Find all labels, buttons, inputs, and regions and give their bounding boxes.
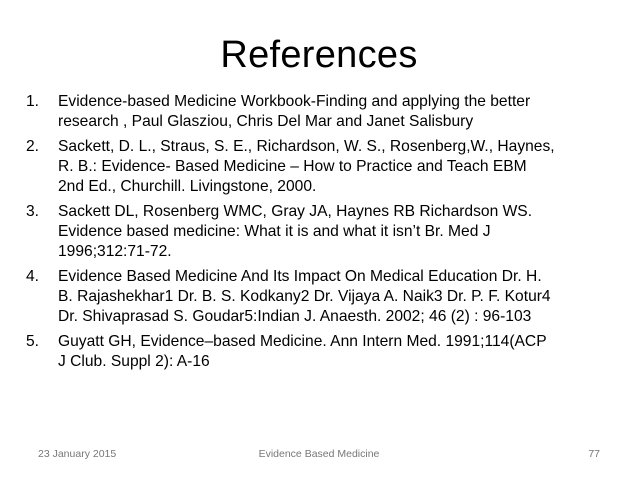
reference-item (26, 332, 616, 372)
reference-item (26, 267, 616, 327)
reference-text-line: 1996;312:71-72. (58, 243, 172, 260)
reference-number: 3. (26, 203, 40, 220)
reference-text-line: Dr. Shivaprasad S. Goudar5:Indian J. Anaesth. 2002; 46 (2) : 96-103 (58, 308, 532, 325)
reference-item (26, 202, 616, 262)
reference-text-line: Evidence Based Medicine And Its Impact On Medical Education Dr. H. (58, 268, 542, 285)
reference-text-line: Sackett DL, Rosenberg WMC, Gray JA, Haynes RB Richardson WS. (58, 203, 533, 220)
reference-text-line: Sackett, D. L., Straus, S. E., Richardson, W. S., Rosenberg,W., Haynes, (58, 138, 555, 155)
reference-text-line: Evidence based medicine: What it is and what it isn’t Br. Med J (58, 223, 491, 240)
reference-number: 2. (26, 138, 40, 155)
reference-number: 4. (26, 268, 40, 285)
reference-text-line: research , Paul Glasziou, Chris Del Mar and Janet Salisbury (58, 113, 474, 130)
page-number: 77 (588, 448, 600, 460)
slide-title: References (220, 34, 418, 76)
reference-text-line: Evidence-based Medicine Workbook-Finding and applying the better (58, 93, 531, 110)
footer-date: 23 January 2015 (38, 448, 117, 460)
reference-item (26, 137, 616, 197)
reference-list (26, 92, 616, 372)
reference-item (26, 92, 616, 132)
reference-number: 1. (26, 93, 40, 110)
reference-text-line: 2nd Ed., Churchill. Livingstone, 2000. (58, 178, 317, 195)
footer-title: Evidence Based Medicine (258, 448, 380, 460)
reference-text-line: J Club. Suppl 2): A-16 (58, 353, 210, 370)
reference-text-line: R. B.: Evidence- Based Medicine – How to Practice and Teach EBM (58, 158, 527, 175)
reference-number: 5. (26, 333, 40, 350)
reference-text-line: Guyatt GH, Evidence–based Medicine. Ann Intern Med. 1991;114(ACP (58, 333, 547, 350)
reference-text-line: B. Rajashekhar1 Dr. B. S. Kodkany2 Dr. Vijaya A. Naik3 Dr. P. F. Kotur4 (58, 288, 551, 305)
